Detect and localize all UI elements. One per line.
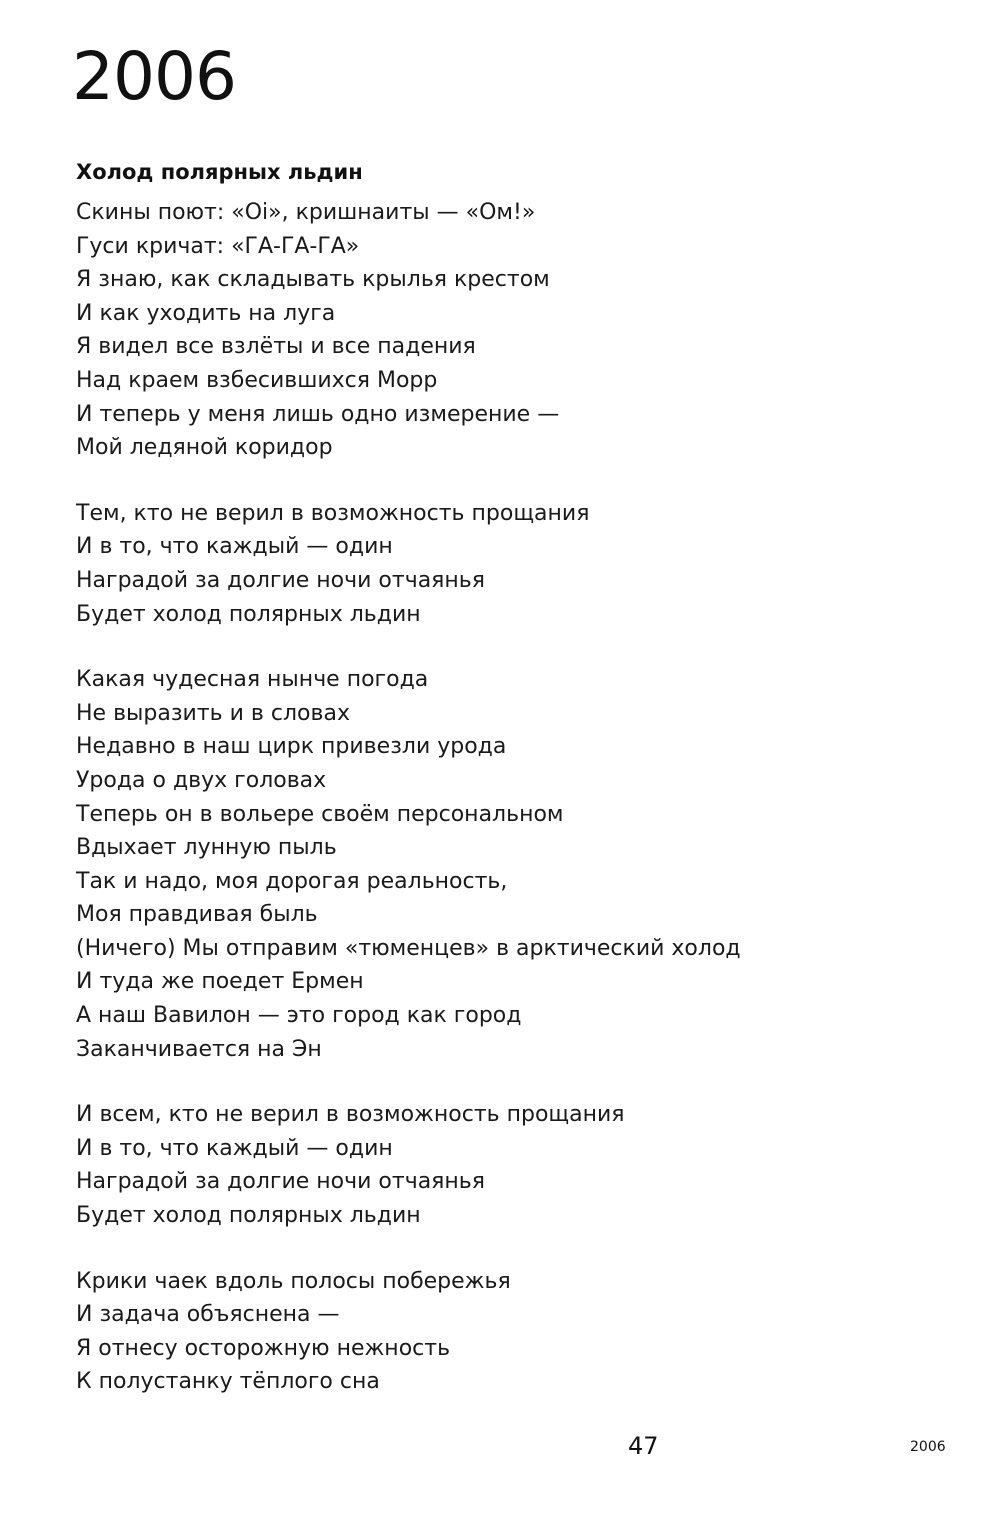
poem-line: И задача объяснена — — [76, 1302, 340, 1328]
poem-line: Урода о двух головах — [76, 767, 327, 793]
poem-line: Какая чудесная нынче погода — [76, 667, 429, 693]
poem-line: Тем, кто не верил в возможность прощания — [76, 500, 590, 526]
page-title: 2006 — [72, 38, 236, 115]
poem-line: И туда же поедет Ермен — [76, 969, 364, 995]
poem-line: Не выразить и в словах — [76, 700, 350, 726]
poem-line: Будет холод полярных льдин — [76, 1203, 421, 1229]
stanza-3 — [76, 663, 956, 1066]
stanza-2 — [76, 497, 956, 631]
poem-line: Над краем взбесившихся Морр — [76, 367, 438, 393]
poem-line: Вдыхает лунную пыль — [76, 835, 337, 861]
poem-line: А наш Вавилон — это город как город — [76, 1003, 522, 1029]
poem-title: Холод полярных льдин — [76, 160, 363, 184]
stanza-5 — [76, 1265, 956, 1399]
poem-line: Недавно в наш цирк привезли урода — [76, 734, 507, 760]
poem-line: Будет холод полярных льдин — [76, 601, 421, 627]
poem-line: И всем, кто не верил в возможность прощания — [76, 1102, 625, 1128]
poem-line: И в то, что каждый — один — [76, 534, 393, 560]
stanza-1 — [76, 196, 956, 465]
poem-line: Наградой за долгие ночи отчаянья — [76, 1169, 485, 1195]
poem-line: Заканчивается на Эн — [76, 1036, 322, 1062]
poem-line: Наградой за долгие ночи отчаянья — [76, 567, 485, 593]
poem-line: Я видел все взлёты и все падения — [76, 334, 476, 360]
poem-line: Я отнесу осторожную нежность — [76, 1335, 451, 1361]
poem-line: Мой ледяной коридор — [76, 435, 333, 461]
poem-line: (Ничего) Мы отправим «тюменцев» в арктический холод — [76, 935, 741, 961]
poem-body — [76, 196, 956, 1431]
poem-line: Так и надо, моя дорогая реальность, — [76, 868, 508, 894]
poem-line: И теперь у меня лишь одно измерение — — [76, 401, 560, 427]
poem-line: И как уходить на луга — [76, 300, 336, 326]
poem-line: Моя правдивая быль — [76, 902, 318, 928]
poem-line: И в то, что каждый — один — [76, 1135, 393, 1161]
poem-line: Гуси кричат: «ГА-ГА-ГА» — [76, 233, 360, 259]
poem-line: Крики чаек вдоль полосы побережья — [76, 1268, 511, 1294]
page-number: 47 — [628, 1432, 659, 1460]
running-head: 2006 — [910, 1439, 946, 1455]
poem-line: Теперь он в вольере своём персональном — [76, 801, 564, 827]
stanza-4 — [76, 1098, 956, 1232]
poem-line: Скины поют: «Oi», кришнаиты — «Ом!» — [76, 200, 536, 225]
poem-line: К полустанку тёплого сна — [76, 1369, 380, 1395]
poem-line: Я знаю, как складывать крылья крестом — [76, 267, 550, 293]
